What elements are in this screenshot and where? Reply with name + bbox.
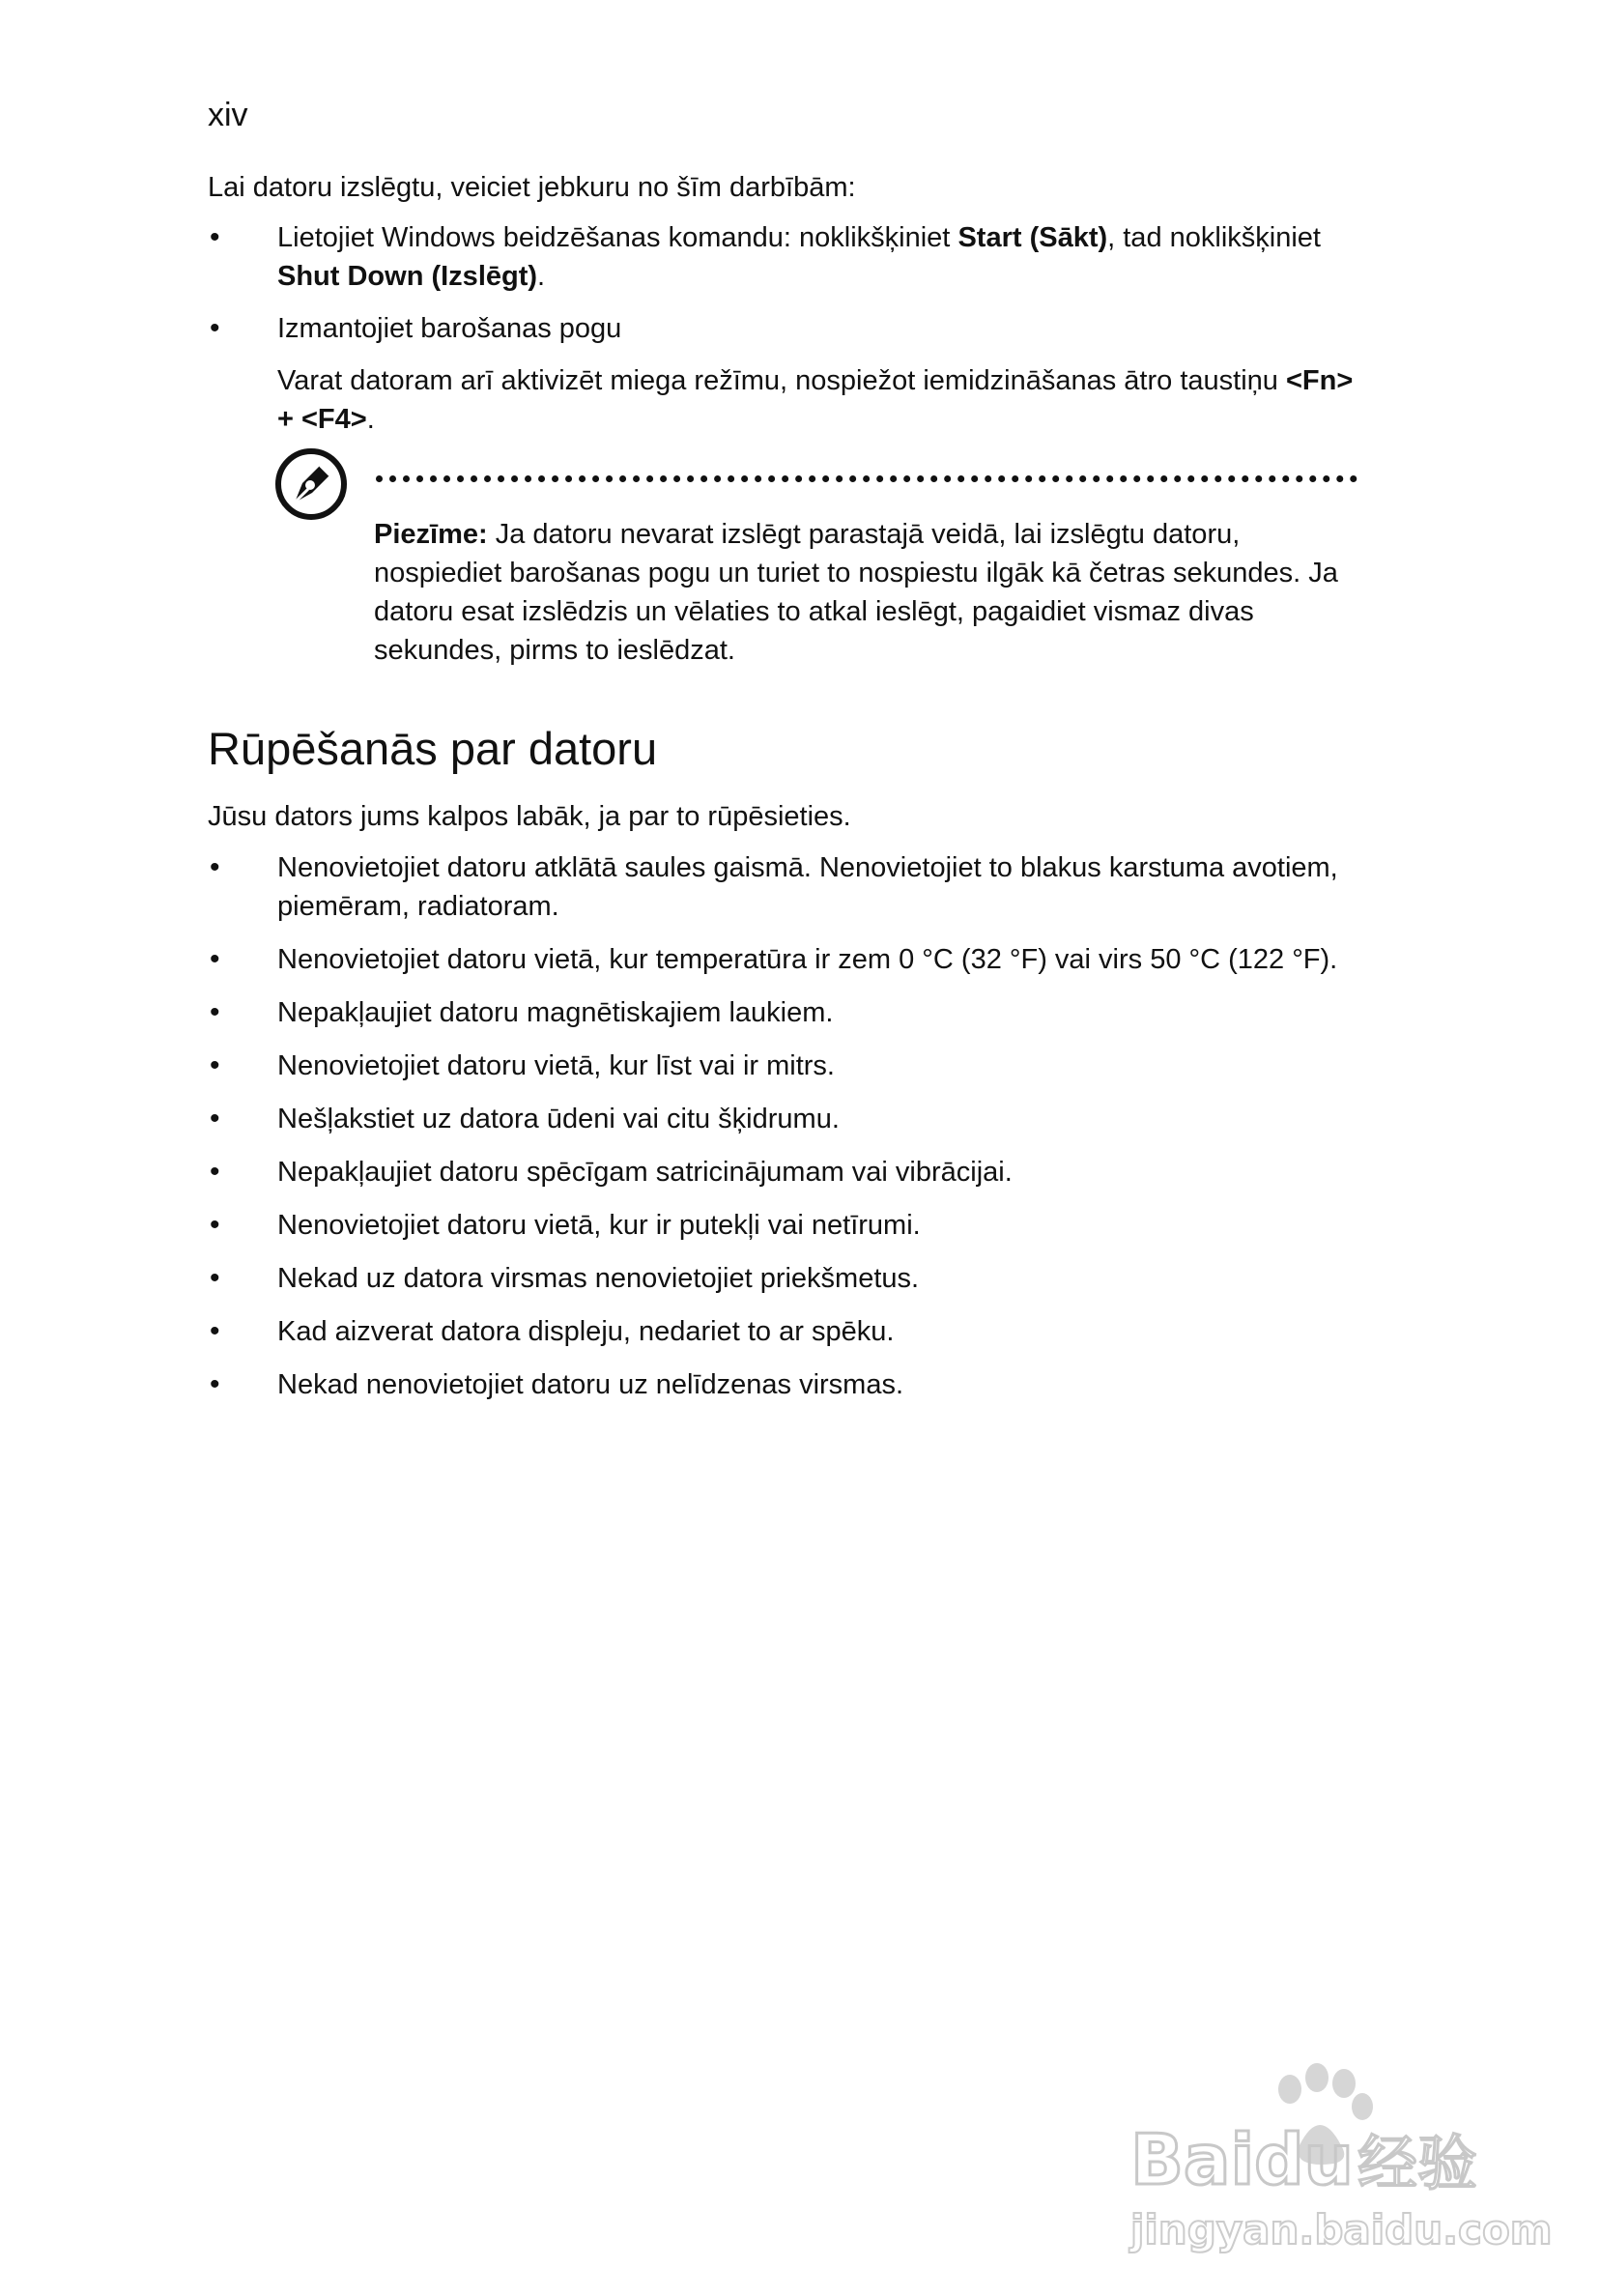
note-box xyxy=(273,446,1356,678)
item-text: , tad noklikšķiniet xyxy=(1107,222,1321,253)
baidu-watermark xyxy=(1121,2029,1553,2261)
list-item: • Nepakļaujiet datoru spēcīgam satricinājumam vai vibrācijai. xyxy=(208,1153,1367,1191)
start-label: Start (Sākt) xyxy=(957,222,1108,253)
note-divider xyxy=(376,475,1357,482)
watermark-brand: Baidu xyxy=(1130,2119,1354,2200)
list-item: • Nenovietojiet datoru vietā, kur ir putekļi vai netīrumi. xyxy=(208,1206,1367,1245)
item-text: Lietojiet Windows beidzēšanas komandu: noklikšķiniet xyxy=(277,222,958,253)
shutdown-list xyxy=(208,218,1367,452)
item-text: Izmantojiet barošanas pogu xyxy=(277,313,622,344)
list-item xyxy=(208,309,1367,439)
section-title: Rūpēšanās par datoru xyxy=(208,723,658,774)
page-number: xiv xyxy=(208,97,248,133)
list-item: • Nešļakstiet uz datora ūdeni vai citu šķidrumu. xyxy=(208,1100,1367,1138)
note-body: Ja datoru nevarat izslēgt parastajā veidā, lai izslēgtu datoru, nospiediet barošanas pogu un turiet to nospiestu ilgāk kā četras sekundes. Ja datoru esat izslēdzis un vēlaties to atkal ieslēgt, pagaidiet vismaz divas sekundes, pirms to ieslēdzat. xyxy=(374,519,1338,666)
sleep-hint xyxy=(277,361,1367,439)
list-item xyxy=(208,218,1367,296)
list-item: • Nepakļaujiet datoru magnētiskajiem laukiem. xyxy=(208,993,1367,1032)
list-item: • Nekad uz datora virsmas nenovietojiet priekšmetus. xyxy=(208,1259,1367,1298)
item-text: . xyxy=(537,261,546,292)
list-item: • Nekad nenovietojiet datoru uz nelīdzenas virsmas. xyxy=(208,1365,1367,1404)
note-pen-icon xyxy=(273,446,349,522)
list-item: • Nenovietojiet datoru vietā, kur temperatūra ir zem 0 °C (32 °F) vai virs 50 °C (122 °F). xyxy=(208,940,1367,979)
watermark-url: jingyan.baidu.com xyxy=(1130,2206,1553,2253)
section-intro: Jūsu dators jums kalpos labāk, ja par to rūpēsieties. xyxy=(208,801,851,832)
hotkey-label: <Fn> + <F4> xyxy=(277,365,1354,435)
list-item: • Nenovietojiet datoru atklātā saules gaismā. Nenovietojiet to blakus karstuma avotiem, piemēram, radiatoram. xyxy=(208,848,1367,926)
sleep-hint-text: Varat datoram arī aktivizēt miega režīmu, nospiežot iemidzināšanas ātro taustiņu xyxy=(277,365,1286,396)
sleep-hint-end: . xyxy=(366,404,375,435)
list-item: • Nenovietojiet datoru vietā, kur līst vai ir mitrs. xyxy=(208,1047,1367,1085)
note-text xyxy=(374,515,1350,670)
note-label: Piezīme: xyxy=(374,519,488,550)
care-list xyxy=(208,848,1367,1419)
shutdown-label: Shut Down (Izslēgt) xyxy=(277,261,538,292)
watermark-suffix: 经验 xyxy=(1357,2128,1478,2198)
shutdown-intro: Lai datoru izslēgtu, veiciet jebkuru no šīm darbībām: xyxy=(208,172,856,203)
list-item: • Kad aizverat datora displeju, nedariet to ar spēku. xyxy=(208,1312,1367,1351)
